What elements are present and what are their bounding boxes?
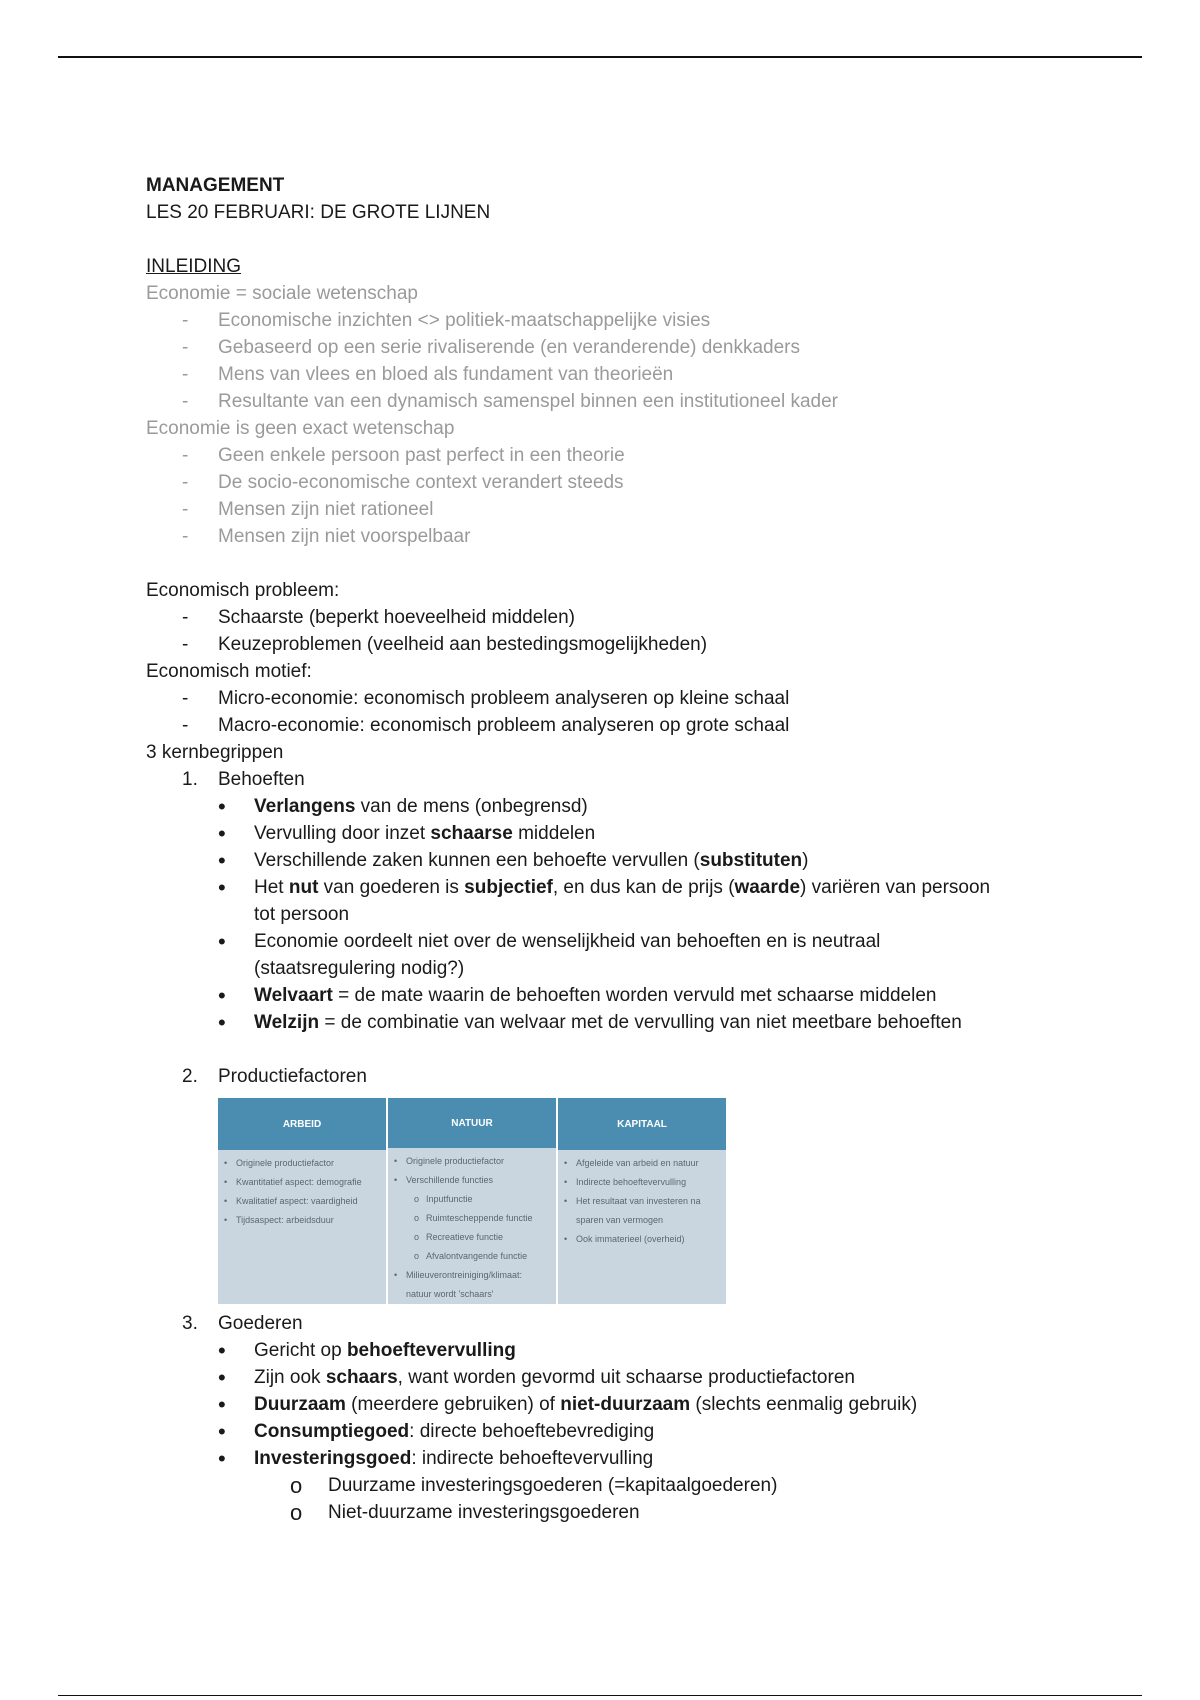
list-item: • Welvaart = de mate waarin de behoeften worden vervuld met schaarse middelen	[218, 982, 1076, 1009]
list-item: • Welzijn = de combinatie van welvaar met de vervulling van niet meetbare behoeften	[218, 1009, 1076, 1036]
list-item: - Mensen zijn niet voorspelbaar	[146, 523, 1076, 550]
list-item: - Geen enkele persoon past perfect in een theorie	[146, 442, 1076, 469]
list-item: • Vervulling door inzet schaarse middelen	[218, 820, 1076, 847]
item-number: 2.	[182, 1066, 198, 1087]
list-item: - Schaarste (beperkt hoeveelheid middelen)	[146, 604, 1076, 631]
list-item: • Gericht op behoeftevervulling	[218, 1337, 1076, 1364]
core-list-continued	[146, 1310, 1076, 1526]
list-item: • Investeringsgoed: indirecte behoeftevervulling o Duurzame investeringsgoederen (=kapitaalgoederen) o Niet-duurzame investeringsgoederen	[218, 1445, 1076, 1526]
document-subtitle: LES 20 FEBRUARI: DE GROTE LIJNEN	[146, 202, 491, 223]
list-item: • Consumptiegoed: directe behoeftebevrediging	[218, 1418, 1076, 1445]
table-cell: • Milieuverontreiniging/klimaat:	[394, 1266, 552, 1285]
problem-label: Economisch probleem:	[146, 580, 340, 601]
table-cell: o Recreatieve functie	[394, 1228, 552, 1247]
table-cell: • Kwalitatief aspect: vaardigheid	[224, 1192, 382, 1211]
column-header: ARBEID	[218, 1098, 386, 1150]
motive-list	[146, 685, 1076, 739]
table-cell: sparen van vermogen	[576, 1215, 664, 1225]
list-item: o Duurzame investeringsgoederen (=kapitaalgoederen)	[218, 1472, 1076, 1499]
list-item: - Resultante van een dynamisch samenspel binnen een institutioneel kader	[146, 388, 1076, 415]
factor-column-natuur	[388, 1098, 558, 1304]
table-cell: • Originele productiefactor	[394, 1152, 552, 1171]
list-item: o Niet-duurzame investeringsgoederen	[218, 1499, 1076, 1526]
column-header: NATUUR	[388, 1098, 556, 1148]
list-item: • Duurzaam (meerdere gebruiken) of niet-duurzaam (slechts eenmalig gebruik)	[218, 1391, 1076, 1418]
section-heading: INLEIDING	[146, 256, 242, 277]
list-item: - Macro-economie: economisch probleem analyseren op grote schaal	[146, 712, 1076, 739]
list-item: - Micro-economie: economisch probleem analyseren op kleine schaal	[146, 685, 1076, 712]
table-cell: o Afvalontvangende functie	[394, 1247, 552, 1266]
intro-line-2: Economie is geen exact wetenschap	[146, 418, 455, 439]
behoeften-list	[218, 793, 1076, 1036]
factor-column-arbeid	[218, 1098, 388, 1304]
list-item: • Verschillende zaken kunnen een behoefte vervullen (substituten)	[218, 847, 1076, 874]
factor-column-kapitaal	[558, 1098, 726, 1304]
intro-list-1	[146, 307, 1076, 415]
list-item: • Verlangens van de mens (onbegrensd)	[218, 793, 1076, 820]
motive-label: Economisch motief:	[146, 661, 312, 682]
list-item: • Zijn ook schaars, want worden gevormd uit schaarse productiefactoren	[218, 1364, 1076, 1391]
item-number: 3.	[182, 1313, 198, 1334]
goederen-list	[218, 1337, 1076, 1526]
list-item: • Het nut van goederen is subjectief, en dus kan de prijs (waarde) variëren van persoon tot persoon	[218, 874, 1076, 928]
item-number: 1.	[182, 769, 198, 790]
top-rule	[58, 56, 1142, 58]
production-factors-table	[218, 1098, 726, 1304]
document-title: MANAGEMENT	[146, 175, 285, 196]
table-cell: o Ruimtescheppende functie	[394, 1209, 552, 1228]
table-cell: • Afgeleide van arbeid en natuur	[564, 1154, 722, 1173]
table-cell: • Verschillende functies	[394, 1171, 552, 1190]
core-item-productiefactoren	[146, 1063, 1076, 1090]
table-cell: • Het resultaat van investeren na	[564, 1192, 722, 1211]
list-item: - Keuzeproblemen (veelheid aan bestedingsmogelijkheden)	[146, 631, 1076, 658]
list-item: - De socio-economische context verandert steeds	[146, 469, 1076, 496]
core-item-goederen	[146, 1310, 1076, 1526]
list-item: - Gebaseerd op een serie rivaliserende (en veranderende) denkkaders	[146, 334, 1076, 361]
table-cell: • Originele productiefactor	[224, 1154, 382, 1173]
table-cell: • Indirecte behoeftevervulling	[564, 1173, 722, 1192]
list-item: • Economie oordeelt niet over de wenselijkheid van behoeften en is neutraal (staatsregulering nodig?)	[218, 928, 1076, 982]
document-body	[146, 172, 1076, 1526]
item-title: Goederen	[218, 1313, 303, 1334]
table-cell: • Kwantitatief aspect: demografie	[224, 1173, 382, 1192]
table-cell: natuur wordt 'schaars'	[406, 1289, 494, 1299]
list-item: - Economische inzichten <> politiek-maatschappelijke visies	[146, 307, 1076, 334]
table-cell: • Tijdsaspect: arbeidsduur	[224, 1211, 382, 1230]
bottom-rule	[58, 1695, 1142, 1696]
table-cell: • Ook immaterieel (overheid)	[564, 1230, 722, 1249]
item-title: Behoeften	[218, 769, 305, 790]
core-list	[146, 766, 1076, 1090]
list-item: - Mens van vlees en bloed als fundament van theorieën	[146, 361, 1076, 388]
intro-list-2	[146, 442, 1076, 550]
core-item-behoeften	[146, 766, 1076, 1063]
list-item: - Mensen zijn niet rationeel	[146, 496, 1076, 523]
column-header: KAPITAAL	[558, 1098, 726, 1150]
core-label: 3 kernbegrippen	[146, 742, 284, 763]
investeringsgoed-sublist	[218, 1472, 1076, 1526]
table-cell: o Inputfunctie	[394, 1190, 552, 1209]
item-title: Productiefactoren	[218, 1066, 367, 1087]
intro-line-1: Economie = sociale wetenschap	[146, 283, 418, 304]
problem-list	[146, 604, 1076, 658]
